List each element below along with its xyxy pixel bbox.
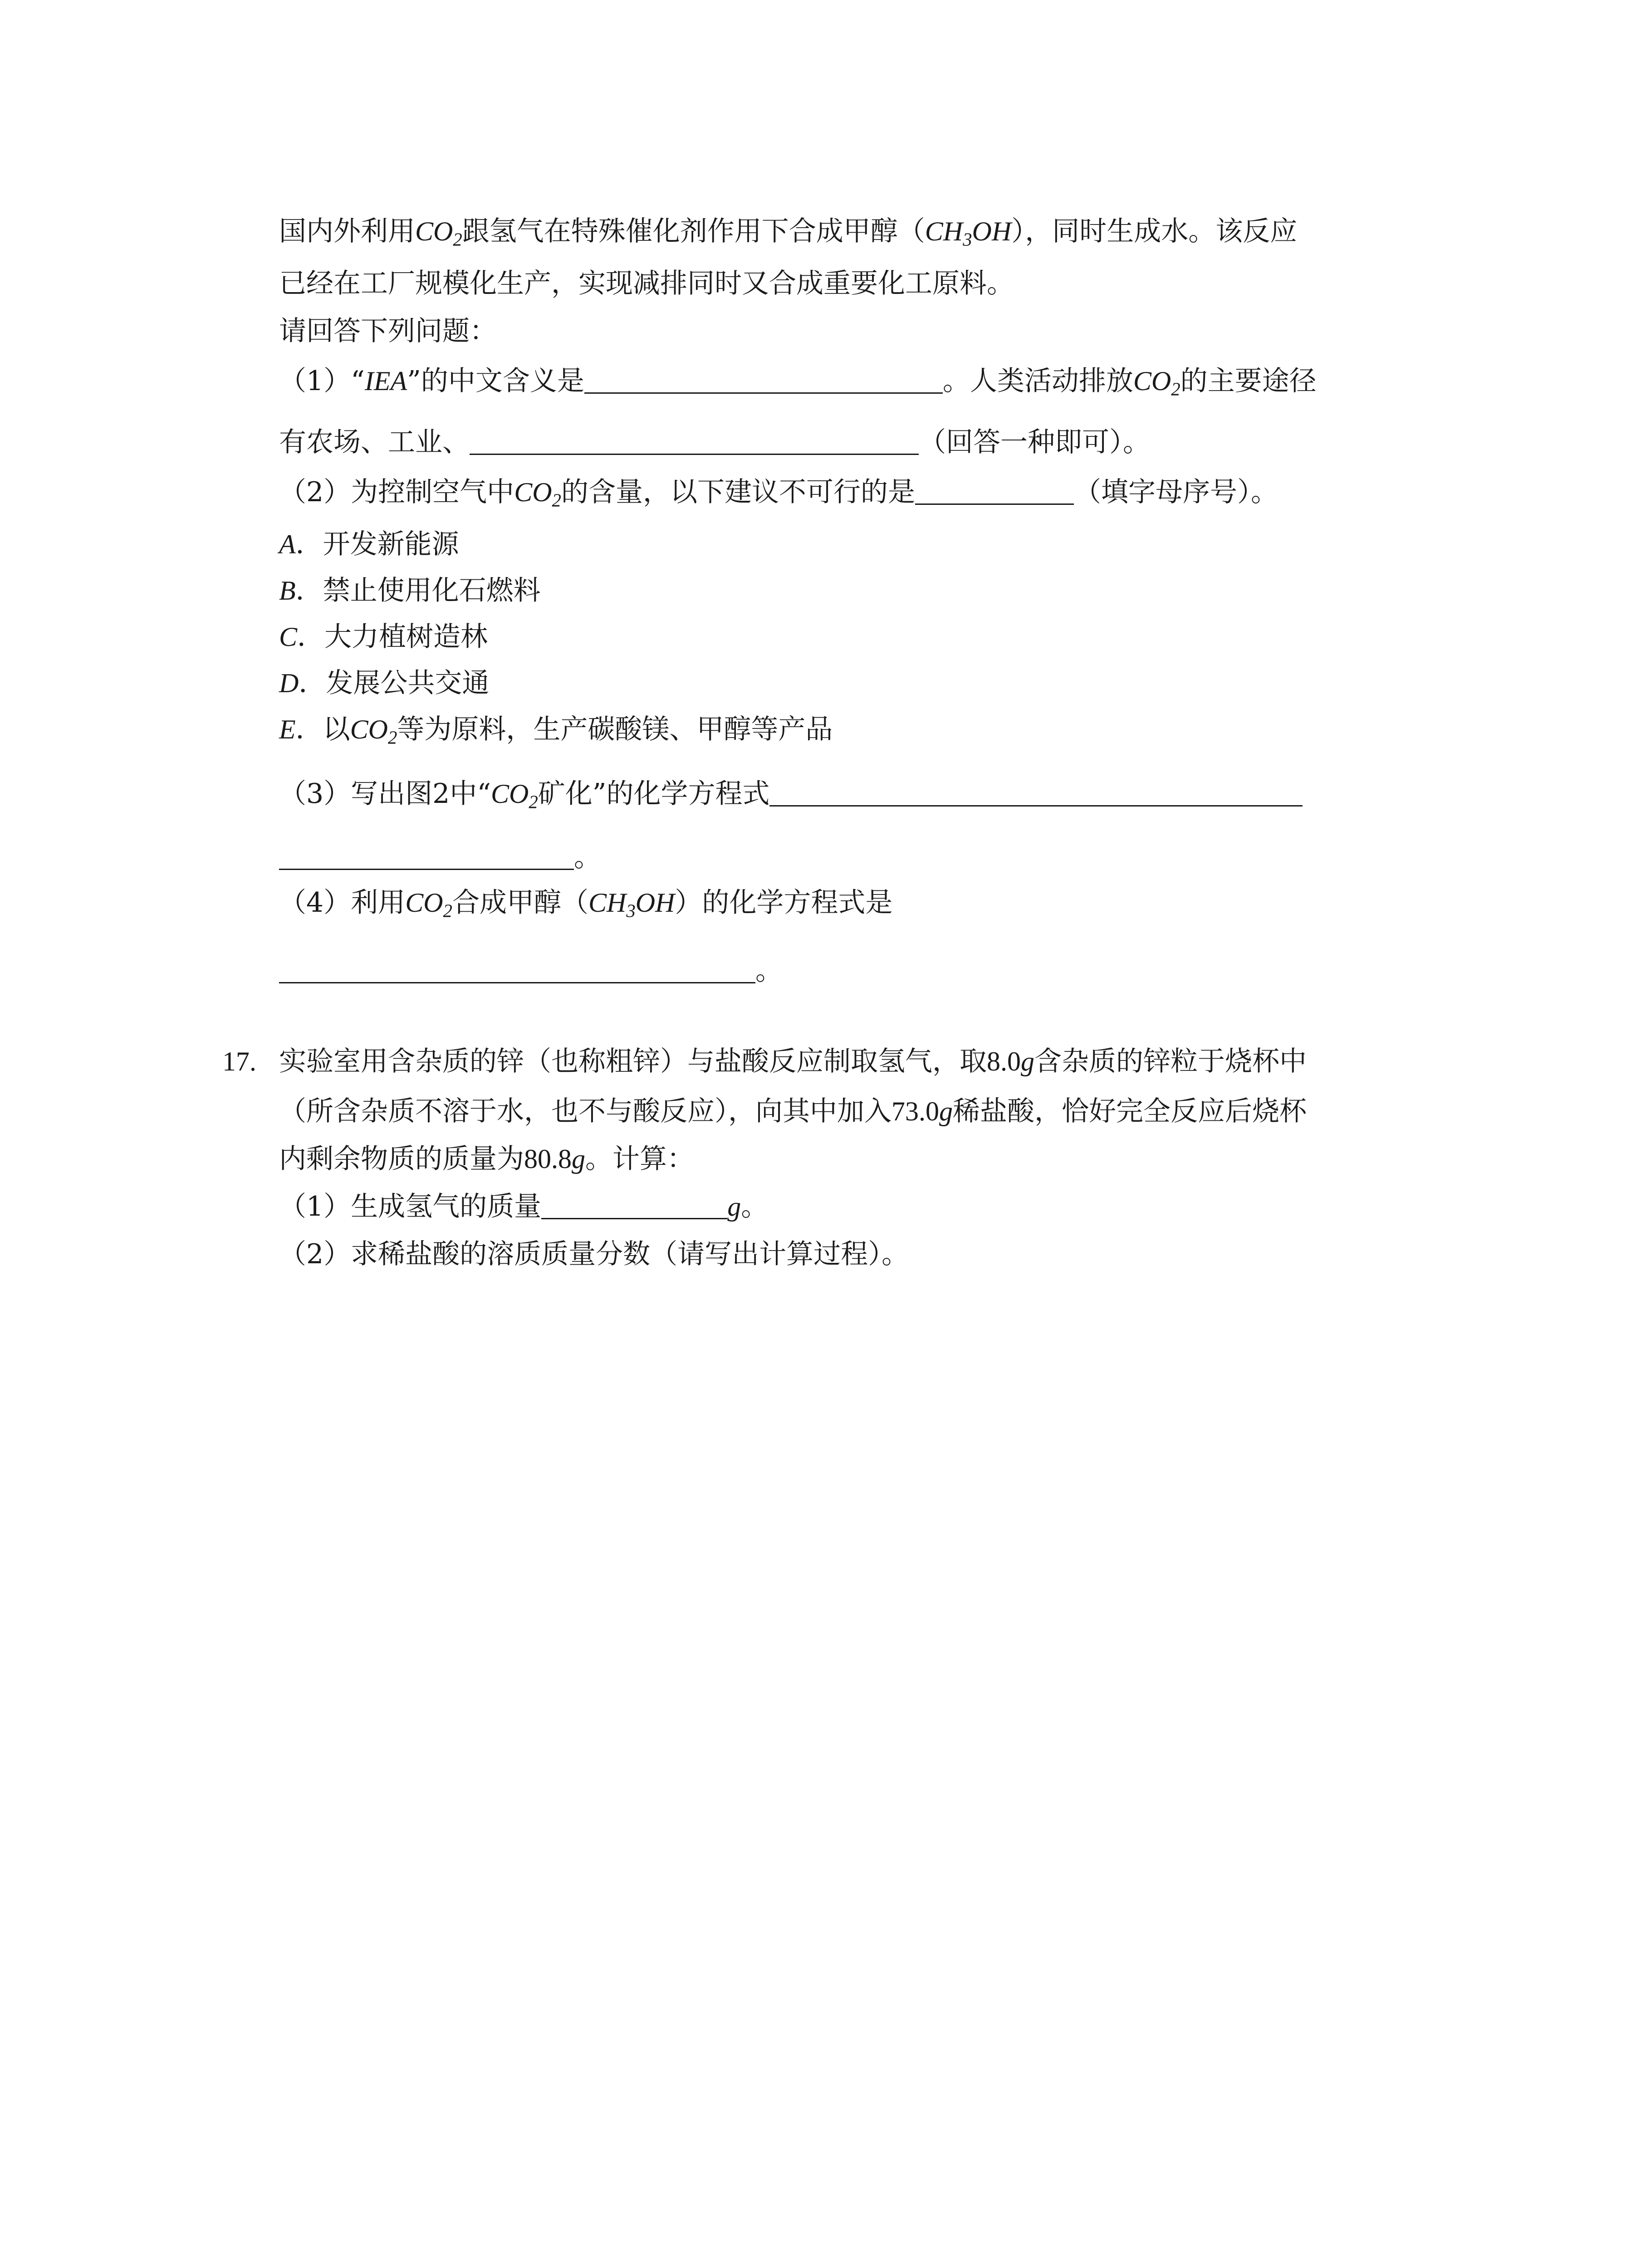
q17-line-3: 内剩余物质的质量为80.8g。计算：: [279, 1143, 694, 1175]
q1-line-1: （1）“IEA”的中文含义是 。人类活动排放$CO_2$的主要途径: [279, 365, 1317, 400]
q4-answer-blank[interactable]: [279, 954, 755, 983]
q3-line-1: （3）写出图2中“$CO_2$矿化”的化学方程式: [279, 776, 1303, 820]
q1-answer-blank-1[interactable]: [584, 364, 943, 394]
q2-option-d: D．发展公共交通: [279, 667, 490, 699]
co2-formula: $CO_2$: [491, 779, 538, 812]
co2-formula: $CO_2$: [350, 714, 397, 748]
q3-line-2: 。: [279, 839, 601, 875]
text: 国内外利用: [279, 215, 415, 247]
intro-line-1: [279, 213, 1297, 258]
q4-line-2: 。: [279, 953, 783, 989]
q2-option-b: B．禁止使用化石燃料: [279, 575, 541, 606]
text: 跟氢气在特殊催化剂作用下合成甲醇（: [462, 215, 925, 247]
q3-answer-blank-2[interactable]: [279, 841, 574, 870]
co2-formula: $CO_2$: [514, 477, 561, 511]
q17-line-2: （所含杂质不溶于水，也不与酸反应），向其中加入73.0g稀盐酸，恰好完全反应后烧杯: [279, 1095, 1307, 1127]
text: ），同时生成水。该反应: [1011, 215, 1298, 247]
question-17-number: 17.: [222, 1046, 256, 1076]
methanol-formula: $CH_3OH$: [588, 888, 675, 921]
q17-sub-1: （1）生成氢气的质量 g。: [279, 1191, 769, 1222]
q2-option-c: C．大力植树造林: [279, 621, 488, 653]
q2-answer-blank[interactable]: [915, 475, 1074, 505]
q2-option-e: E．以$CO_2$等为原料，生产碳酸镁、甲醇等产品: [279, 714, 833, 748]
co2-formula: $CO_2$: [1133, 366, 1181, 400]
intro-line-3: 请回答下列问题：: [279, 315, 497, 347]
q1-line-2: 有农场、工业、 （回答一种即可）。: [279, 426, 1150, 458]
q3-answer-blank-1[interactable]: [769, 777, 1303, 807]
intro-line-2: 已经在工厂规模化生产，实现减排同时又合成重要化工原料。: [279, 268, 1014, 299]
q17-answer-blank[interactable]: [541, 1190, 727, 1219]
co2-formula: $CO_2$: [415, 216, 462, 250]
methanol-formula: $CH_3OH$: [925, 216, 1012, 250]
q2-option-a: A．开发新能源: [279, 528, 459, 560]
q2-stem: （2）为控制空气中$CO_2$的含量，以下建议不可行的是 （填字母序号）。: [279, 476, 1278, 511]
co2-formula: $CO_2$: [405, 888, 452, 921]
q17-sub-2: （2）求稀盐酸的溶质质量分数（请写出计算过程）。: [279, 1238, 909, 1270]
q17-line-1: 实验室用含杂质的锌（也称粗锌）与盐酸反应制取氢气，取8.0g含杂质的锌粒于烧杯中: [279, 1046, 1307, 1077]
q4-line-1: （4）利用$CO_2$合成甲醇$(CH_3OH)$的化学方程式是: [279, 887, 893, 921]
iea-abbr: IEA: [364, 366, 407, 396]
q1-answer-blank-2[interactable]: [470, 425, 919, 455]
